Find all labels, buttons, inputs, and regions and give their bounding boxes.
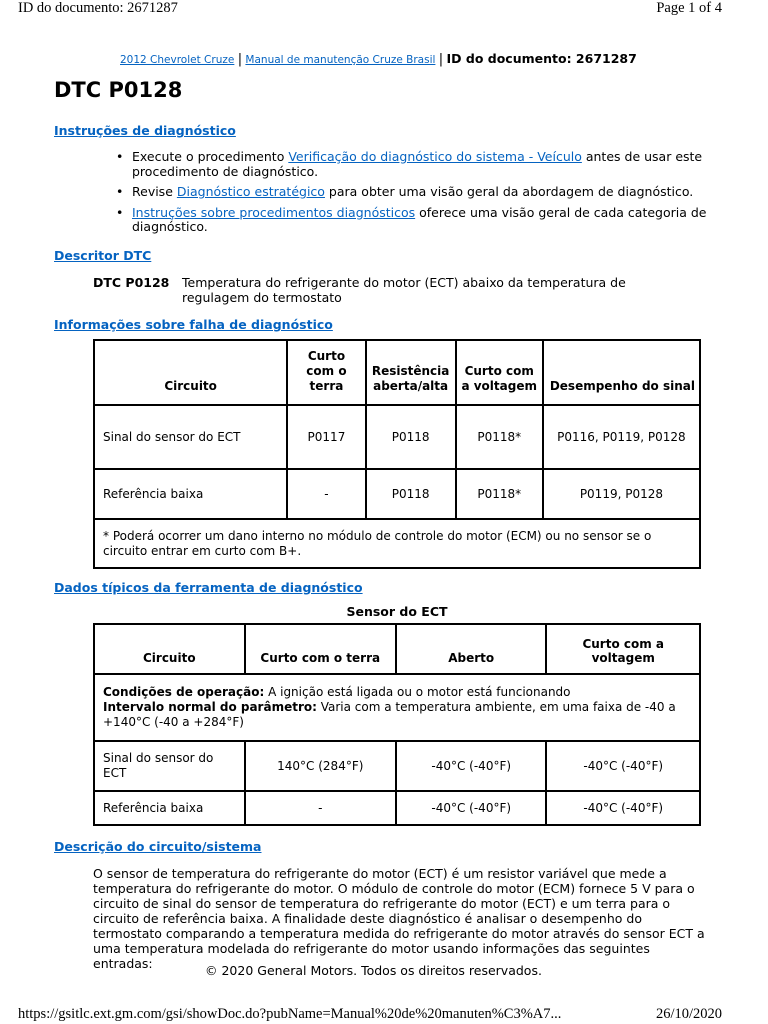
table-caption: Sensor do ECT — [346, 604, 448, 619]
table-cell: P0118* — [456, 469, 543, 519]
table-cell: P0117 — [287, 405, 365, 469]
table-cell: -40°C (-40°F) — [396, 741, 546, 791]
table-cell: P0118 — [366, 405, 456, 469]
strategic-diagnosis-link[interactable]: Diagnóstico estratégico — [176, 184, 325, 199]
table-row — [94, 791, 700, 825]
table-cell: - — [245, 791, 396, 825]
table-cell: -40°C (-40°F) — [396, 791, 546, 825]
breadcrumb-separator: | — [438, 52, 444, 67]
fault-info-table — [93, 339, 701, 569]
bullet-text: antes de usar este procedimento de diagnóstico. — [132, 149, 703, 179]
table-cell: 140°C (284°F) — [245, 741, 396, 791]
table-cell: - — [287, 469, 365, 519]
copyright: © 2020 General Motors. Todos os direitos reservados. — [205, 963, 542, 978]
bullet-text: Execute o procedimento — [132, 149, 289, 164]
table-cell: -40°C (-40°F) — [546, 741, 700, 791]
scan-tool-table — [93, 623, 701, 826]
table-header: Curto com o terra — [245, 624, 396, 674]
section-link-dados[interactable]: Dados típicos da ferramenta de diagnóstico — [54, 580, 363, 595]
range-text: Varia com a temperatura ambiente, em uma faixa de -40 a +140°C (-40 a +284°F) — [103, 700, 676, 729]
page-number: Page 1 of 4 — [656, 0, 722, 16]
table-cell: P0119, P0128 — [543, 469, 700, 519]
section-link-falha[interactable]: Informações sobre falha de diagnóstico — [54, 317, 333, 332]
procedure-instructions-link[interactable]: Instruções sobre procedimentos diagnósticos — [132, 204, 416, 220]
bullet-text: para obter uma visão geral da abordagem de diagnóstico. — [324, 184, 694, 199]
breadcrumb — [120, 51, 637, 67]
bullet-text: oferece uma visão geral de cada categoria de diagnóstico. — [132, 204, 707, 234]
section-link-instrucoes[interactable]: Instruções de diagnóstico — [54, 123, 236, 138]
conditions-label: Condições de operação: — [103, 685, 265, 699]
range-label: Intervalo normal do parâmetro: — [103, 700, 317, 714]
table-cell: -40°C (-40°F) — [546, 791, 700, 825]
table-cell: Referência baixa — [94, 791, 245, 825]
table-cell: Sinal do sensor do ECT — [94, 741, 245, 791]
conditions-text: A ignição está ligada ou o motor está funcionando — [264, 685, 571, 699]
table-header: Circuito — [94, 624, 245, 674]
table-note: * Poderá ocorrer um dano interno no módulo de controle do motor (ECM) ou no sensor se o circuito entrar em curto com B+. — [94, 519, 700, 568]
page-title: DTC P0128 — [54, 78, 183, 102]
table-header: Resistência aberta/alta — [366, 340, 456, 405]
table-row — [94, 469, 700, 519]
section-link-descritor[interactable]: Descritor DTC — [54, 248, 152, 263]
section-link-descricao[interactable]: Descrição do circuito/sistema — [54, 839, 262, 854]
table-header: Circuito — [94, 340, 287, 405]
bullet-text: Revise — [132, 184, 177, 199]
table-cell: P0118 — [366, 469, 456, 519]
breadcrumb-doc-id: ID do documento: 2671287 — [446, 51, 637, 66]
dtc-code: DTC P0128 — [93, 275, 170, 290]
system-check-link[interactable]: Verificação do diagnóstico do sistema - Veículo — [288, 149, 582, 164]
footer-url: https://gsitlc.ext.gm.com/gsi/showDoc.do?pubName=Manual%20de%20manuten%C3%A7... — [18, 1006, 562, 1022]
table-header: Aberto — [396, 624, 546, 674]
footer-date: 26/10/2020 — [655, 1006, 722, 1022]
table-header: Curto com a voltagem — [546, 624, 700, 674]
table-row — [94, 741, 700, 791]
circuit-description-paragraph: O sensor de temperatura do refrigerante do motor (ECT) é um resistor variável que mede a temperatura do refrigerante do motor. O módulo de controle do motor (ECM) fornece 5 V para o circuito de sinal do sensor de temperatura do refrigerante do motor (ECT) e um terra para o circuito de referência baixa. A finalidade deste diagnóstico é analisar o desempenho do termostato comparando a temperatura medida do refrigerante do motor através do sensor ECT a uma temperatura modelada do refrigerante do motor usando informações das seguintes entradas: — [93, 866, 705, 971]
breadcrumb-separator: | — [237, 52, 243, 67]
table-header: Desempenho do sinal — [543, 340, 700, 405]
breadcrumb-car-link[interactable]: 2012 Chevrolet Cruze — [120, 54, 235, 66]
dtc-description: Temperatura do refrigerante do motor (ECT) abaixo da temperatura de regulagem do termostato — [182, 275, 626, 305]
table-header: Curto com a voltagem — [456, 340, 543, 405]
breadcrumb-manual-link[interactable]: Manual de manutenção Cruze Brasil — [245, 54, 436, 66]
table-cell: Referência baixa — [94, 469, 287, 519]
table-cell: Sinal do sensor do ECT — [94, 405, 287, 469]
table-cell: P0116, P0119, P0128 — [543, 405, 700, 469]
document-id-header: ID do documento: 2671287 — [18, 0, 178, 16]
list-item — [116, 206, 716, 235]
table-row — [94, 405, 700, 469]
table-cell: P0118* — [456, 405, 543, 469]
list-item — [116, 150, 716, 179]
table-header: Curto com o terra — [287, 340, 365, 405]
operating-conditions-cell — [94, 674, 700, 741]
list-item — [116, 185, 716, 200]
instruction-list — [116, 150, 716, 241]
